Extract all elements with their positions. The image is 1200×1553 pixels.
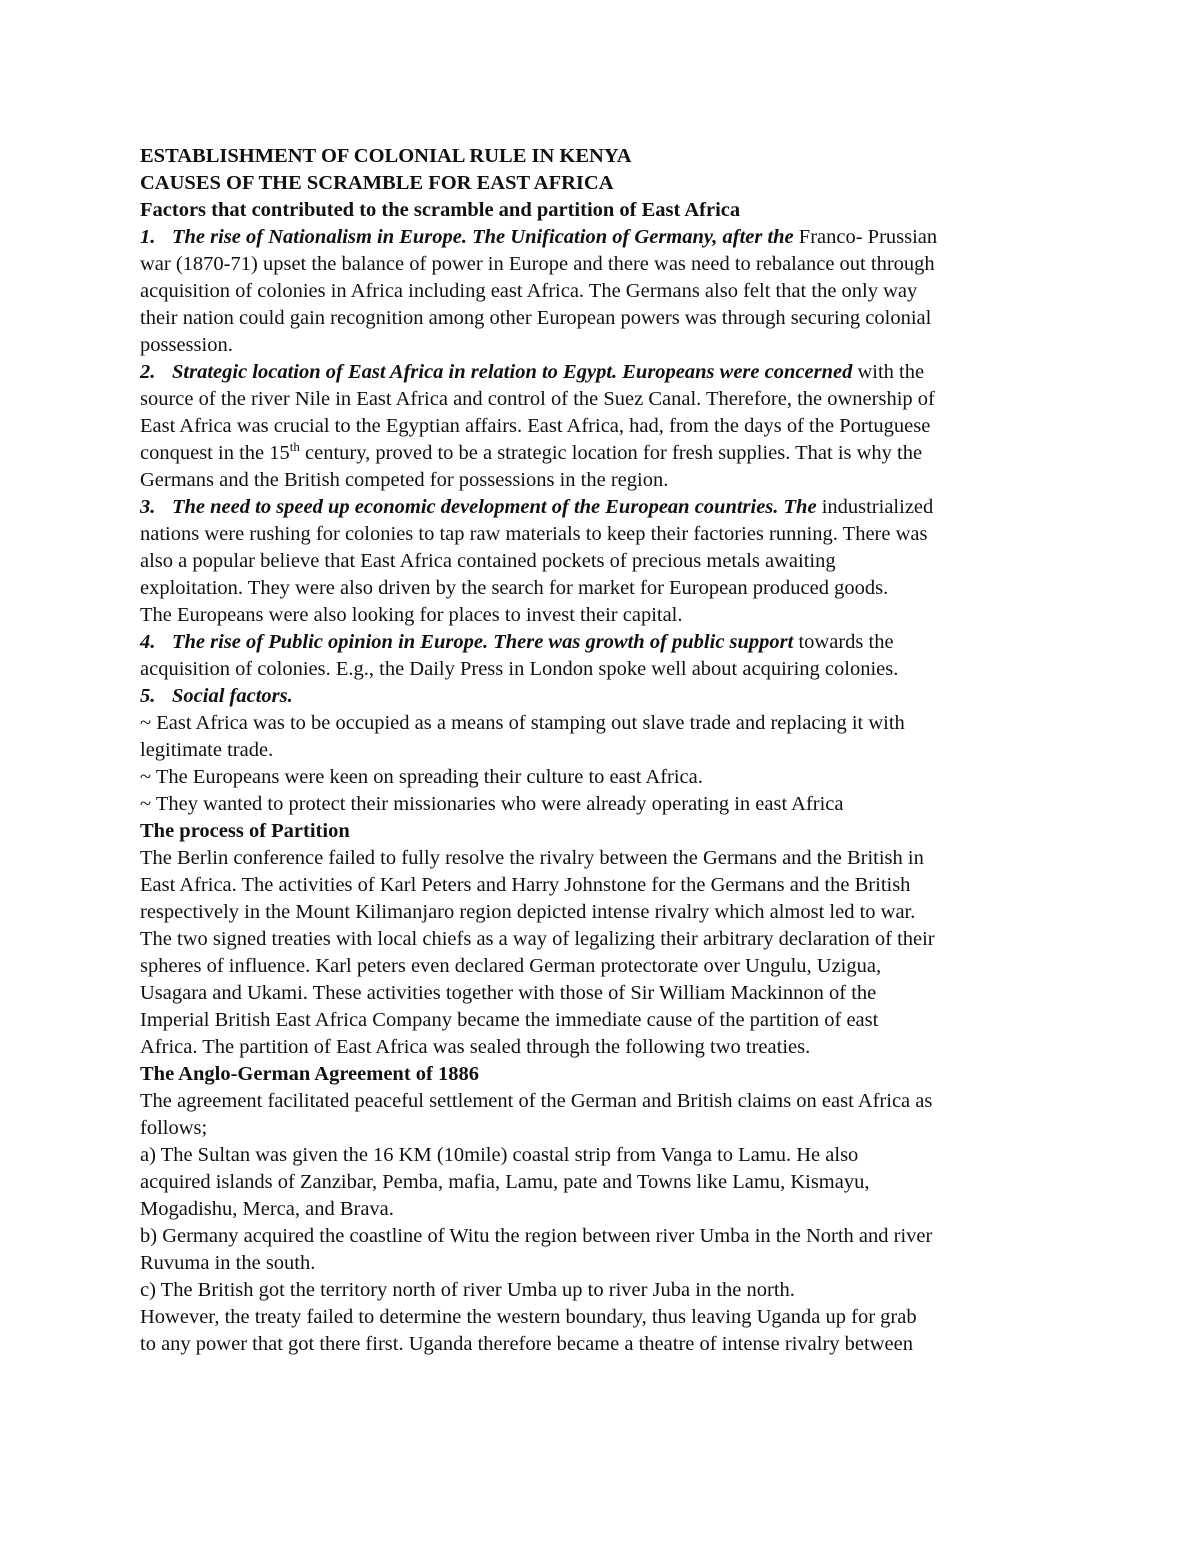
factor-5-line: ~ East Africa was to be occupied as a means of stamping out slave trade and replacing it with: [140, 712, 905, 734]
partition-heading: The process of Partition: [140, 820, 350, 842]
factor-4-number: 4.: [140, 631, 156, 653]
factor-1-lead: The rise of Nationalism in Europe. The Unification of Germany, after the: [172, 226, 794, 248]
factor-2-sup-line: [140, 440, 1065, 467]
partition-line: The Berlin conference failed to fully resolve the rivalry between the Germans and the British in: [140, 847, 924, 869]
factor-3-lead: The need to speed up economic development of the European countries. The: [172, 496, 817, 518]
factor-2-sup-before: conquest in the 15: [140, 442, 290, 464]
factor-5-line: legitimate trade.: [140, 739, 274, 761]
agreement-line: Mogadishu, Merca, and Brava.: [140, 1198, 394, 1220]
agreement-line: Ruvuma in the south.: [140, 1252, 316, 1274]
agreement-line: follows;: [140, 1117, 208, 1139]
factor-2-line: source of the river Nile in East Africa and control of the Suez Canal. Therefore, the ownership of: [140, 388, 935, 410]
agreement-line: However, the treaty failed to determine the western boundary, thus leaving Uganda up for grab: [140, 1306, 917, 1328]
factor-3-line: also a popular believe that East Africa contained pockets of precious metals awaiting: [140, 550, 836, 572]
partition-line: spheres of influence. Karl peters even declared German protectorate over Ungulu, Uzigua,: [140, 955, 882, 977]
partition-line: Imperial British East Africa Company became the immediate cause of the partition of east: [140, 1009, 879, 1031]
factor-2-lead-line: [140, 359, 1065, 386]
factor-5-line: ~ They wanted to protect their missionaries who were already operating in east Africa: [140, 793, 844, 815]
factor-1-line: their nation could gain recognition among other European powers was through securing colonial: [140, 307, 932, 329]
agreement-line: c) The British got the territory north of river Umba up to river Juba in the north.: [140, 1279, 795, 1301]
factor-3-line: nations were rushing for colonies to tap raw materials to keep their factories running. There was: [140, 523, 928, 545]
document-subtitle: CAUSES OF THE SCRAMBLE FOR EAST AFRICA: [140, 172, 614, 194]
agreement-line: The agreement facilitated peaceful settlement of the German and British claims on east Africa as: [140, 1090, 933, 1112]
factor-1-line: acquisition of colonies in Africa including east Africa. The Germans also felt that the only way: [140, 280, 918, 302]
document-page: [140, 143, 1065, 1358]
factor-4-line: acquisition of colonies. E.g., the Daily Press in London spoke well about acquiring colonies.: [140, 658, 899, 680]
agreement-line: acquired islands of Zanzibar, Pemba, mafia, Lamu, pate and Towns like Lamu, Kismayu,: [140, 1171, 870, 1193]
partition-line: Africa. The partition of East Africa was sealed through the following two treaties.: [140, 1036, 811, 1058]
agreement-line: b) Germany acquired the coastline of Witu the region between river Umba in the North and river: [140, 1225, 933, 1247]
factor-1-line: war (1870-71) upset the balance of power in Europe and there was need to rebalance out through: [140, 253, 935, 275]
factor-3-lead-line: [140, 494, 1065, 521]
factor-4-lead-line: [140, 629, 1065, 656]
superscript-th: th: [289, 439, 300, 454]
factor-2-line: Germans and the British competed for possessions in the region.: [140, 469, 669, 491]
factors-heading: Factors that contributed to the scramble and partition of East Africa: [140, 199, 741, 221]
partition-line: East Africa. The activities of Karl Peters and Harry Johnstone for the Germans and the British: [140, 874, 911, 896]
partition-line: Usagara and Ukami. These activities together with those of Sir William Mackinnon of the: [140, 982, 877, 1004]
partition-line: The two signed treaties with local chiefs as a way of legalizing their arbitrary declaration of their: [140, 928, 935, 950]
document-title: ESTABLISHMENT OF COLONIAL RULE IN KENYA: [140, 145, 632, 167]
factor-1-line: possession.: [140, 334, 233, 356]
factor-1-number: 1.: [140, 226, 156, 248]
factor-4-lead-rest: towards the: [793, 631, 894, 653]
agreement-line: to any power that got there first. Uganda therefore became a theatre of intense rivalry between: [140, 1333, 913, 1355]
partition-line: respectively in the Mount Kilimanjaro region depicted intense rivalry which almost led to war.: [140, 901, 916, 923]
factor-2-lead-rest: with the: [852, 361, 925, 383]
factor-1-lead-rest: Franco- Prussian: [793, 226, 938, 248]
factor-1-lead-line: [140, 224, 1065, 251]
factor-3-line: The Europeans were also looking for places to invest their capital.: [140, 604, 683, 626]
factor-2-line: East Africa was crucial to the Egyptian affairs. East Africa, had, from the days of the Portuguese: [140, 415, 931, 437]
factor-5-line: ~ The Europeans were keen on spreading their culture to east Africa.: [140, 766, 703, 788]
factor-3-line: exploitation. They were also driven by the search for market for European produced goods.: [140, 577, 889, 599]
factor-5-lead-line: [140, 683, 1065, 710]
factor-2-number: 2.: [140, 361, 156, 383]
factor-3-lead-rest: industrialized: [816, 496, 934, 518]
factor-5-number: 5.: [140, 685, 156, 707]
factor-3-number: 3.: [140, 496, 156, 518]
factor-5-lead: Social factors.: [172, 685, 293, 707]
factor-4-lead: The rise of Public opinion in Europe. There was growth of public support: [172, 631, 794, 653]
agreement-line: a) The Sultan was given the 16 KM (10mile) coastal strip from Vanga to Lamu. He also: [140, 1144, 859, 1166]
factor-2-lead: Strategic location of East Africa in relation to Egypt. Europeans were concerned: [172, 361, 853, 383]
factor-2-sup-after: century, proved to be a strategic location for fresh supplies. That is why the: [299, 442, 923, 464]
agreement-heading: The Anglo-German Agreement of 1886: [140, 1063, 479, 1085]
